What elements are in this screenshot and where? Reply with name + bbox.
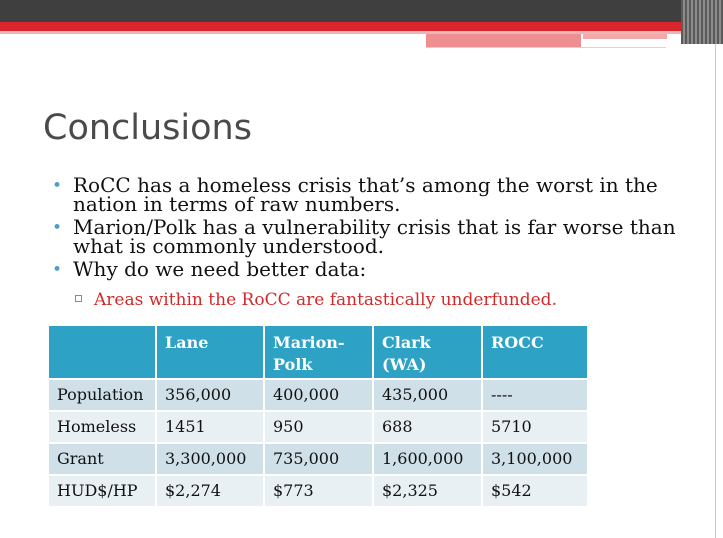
bullet-text: Why do we need better data: <box>73 257 367 281</box>
table-cell: $773 <box>265 474 372 506</box>
sub-bullet-text: Areas within the RoCC are fantastically underfunded. <box>94 290 557 310</box>
bullet-list <box>52 173 692 283</box>
table-cell: 435,000 <box>374 378 481 410</box>
bullet-dot-icon: • <box>52 176 63 196</box>
top-dark-bar <box>0 0 723 22</box>
table-cell: $2,325 <box>374 474 481 506</box>
table-cell: 356,000 <box>157 378 263 410</box>
top-red-bar <box>0 22 723 31</box>
table-cell: 1451 <box>157 410 263 442</box>
bullet-item <box>52 257 692 281</box>
table-cell: Population <box>49 378 155 410</box>
bullet-dot-icon: • <box>52 260 63 280</box>
table-cell: 735,000 <box>265 442 372 474</box>
corner-decoration <box>681 0 723 44</box>
sub-bullet <box>75 290 557 310</box>
table-header-row <box>49 326 587 378</box>
table-header-cell: ROCC <box>483 326 587 378</box>
table-cell: 3,100,000 <box>483 442 587 474</box>
funding-table <box>47 326 589 506</box>
bullet-item <box>52 215 692 258</box>
table-row <box>49 442 587 474</box>
table-cell: $542 <box>483 474 587 506</box>
table-row <box>49 378 587 410</box>
table-cell: 950 <box>265 410 372 442</box>
table-header-cell <box>49 326 155 378</box>
table-cell: HUD$/HP <box>49 474 155 506</box>
bullet-text: Marion/Polk has a vulnerability crisis that is far worse than what is commonly understood. <box>73 215 676 258</box>
bullet-dot-icon: • <box>52 218 63 238</box>
pink-accent-line <box>426 47 666 48</box>
table-cell: ---- <box>483 378 587 410</box>
table-header-cell: Clark (WA) <box>374 326 481 378</box>
table-cell: 688 <box>374 410 481 442</box>
pink-accent-bar <box>426 34 581 47</box>
table-cell: 1,600,000 <box>374 442 481 474</box>
table-cell: $2,274 <box>157 474 263 506</box>
table-row <box>49 410 587 442</box>
pink-accent-bar-small <box>583 34 667 39</box>
table-cell: Homeless <box>49 410 155 442</box>
sub-bullet-square-icon <box>75 295 82 302</box>
bullet-text: RoCC has a homeless crisis that’s among the worst in the nation in terms of raw numbers. <box>73 173 658 216</box>
bullet-item <box>52 173 692 216</box>
table-header-cell: Lane <box>157 326 263 378</box>
table-cell: Grant <box>49 442 155 474</box>
table-cell: 3,300,000 <box>157 442 263 474</box>
table-row <box>49 474 587 506</box>
slide-title: Conclusions <box>43 108 252 148</box>
right-border-line <box>715 44 716 538</box>
table-cell: 400,000 <box>265 378 372 410</box>
table-cell: 5710 <box>483 410 587 442</box>
table-header-cell: Marion-Polk <box>265 326 372 378</box>
